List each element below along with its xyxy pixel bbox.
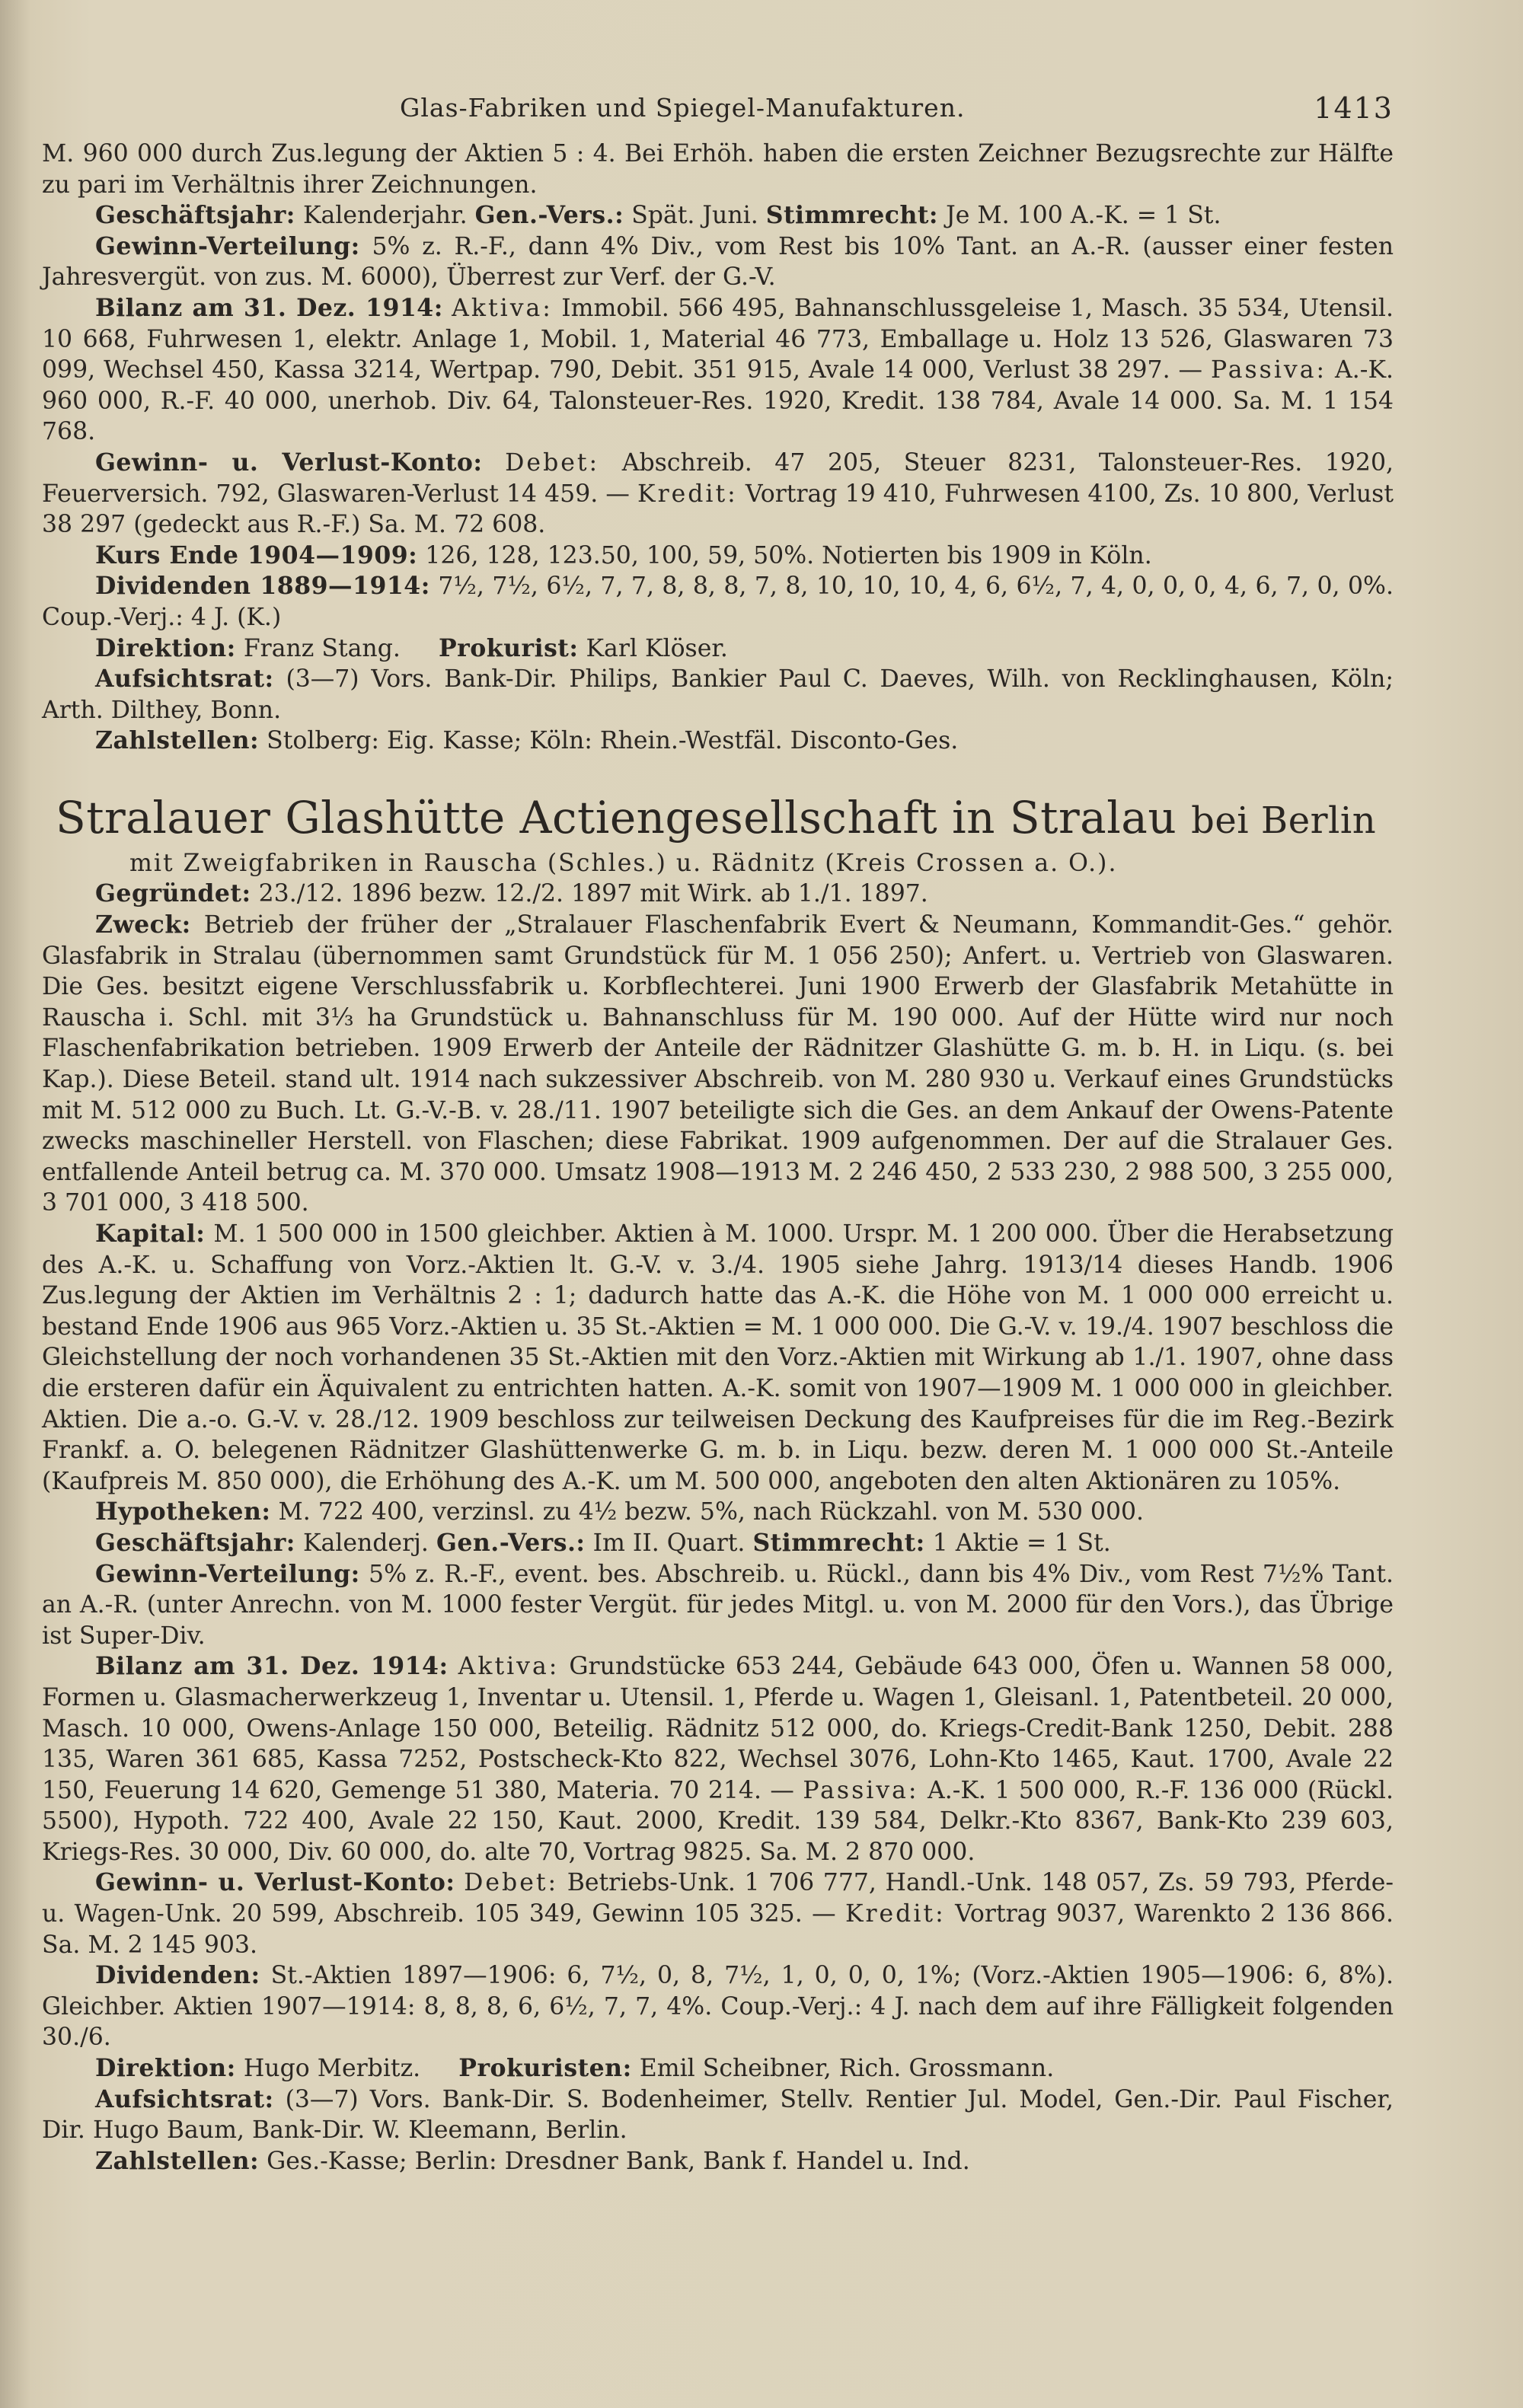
entry1-dividenden: Dividenden 1889—1914: 7½, 7½, 6½, 7, 7, 8, 8, 8, 7, 8, 10, 10, 10, 4, 6, 6½, 7, 4, 0, 0, 0, 4, 6, 7, 0, 0%. Coup.-Verj.: 4 J. (K.) xyxy=(42,572,1394,631)
field-label: Direktion: xyxy=(95,2054,236,2083)
entry2-gewinnverteilung: Gewinn-Verteilung: 5% z. R.-F., event. bes. Abschreib. u. Rückl., dann bis 4% Div., vom Rest 7½% Tant. an A.-R. (unter Anrechn. von M. 1000 fester Vergüt. für jedes Mitgl. u. von M. 2000 für den Vors.), das Übrige ist Super-Div. xyxy=(42,1559,1394,1650)
field-label: Zahlstellen: xyxy=(95,2146,260,2175)
entry1-geschaeftsjahr: Geschäftsjahr: Kalenderjahr. Gen.-Vers.: Spät. Juni. Stimmrecht: Je M. 100 A.-K. = 1 St. xyxy=(95,201,1221,230)
entry1-guv: Gewinn- u. Verlust-Konto: Debet: Abschreib. 47 205, Steuer 8231, Talonsteuer-Res. 1920, Feuerversich. 792, Glaswaren-Verlust 14 459. — Kredit: Vortrag 19 410, Fuhrwesen 4100, Zs. 10 800, Verlust 38 297 (gedeckt aus R.-F.) Sa. M. 72 608. xyxy=(42,448,1394,539)
page-header xyxy=(42,84,1394,125)
entry2-gegruendet: Gegründet: 23./12. 1896 bezw. 12./2. 1897 mit Wirk. ab 1./1. 1897. xyxy=(95,879,928,908)
entry1-direktion: Direktion: Franz Stang. Prokurist: Karl Klöser. xyxy=(95,633,728,662)
company-title: Stralauer Glashütte Actiengesellschaft in Stralau bei Berlin xyxy=(56,791,1377,844)
entry-separator xyxy=(42,757,1394,787)
entry1-aufsichtsrat: Aufsichtsrat: (3—7) Vors. Bank-Dir. Philips, Bankier Paul C. Daeves, Wilh. von Recklinghausen, Köln; Arth. Dilthey, Bonn. xyxy=(42,665,1394,724)
field-label: Hypotheken: xyxy=(95,1497,271,1526)
entry2-geschaeftsjahr: Geschäftsjahr: Kalenderj. Gen.-Vers.: Im II. Quart. Stimmrecht: 1 Aktie = 1 St. xyxy=(95,1528,1111,1557)
entry2-zweck: Zweck: Betrieb der früher der „Stralauer Flaschenfabrik Evert & Neumann, Kommandit-Ges.“ gehör. Glasfabrik in Stralau (übernommen samt Grundstück für M. 1 056 250); Anfert. u. Vertrieb von Glaswaren. Die Ges. besitzt eigene Verschlussfabrik u. Korbflechterei. Juni 1900 Erwerb der Glasfabrik Metahütte in Rauscha i. Schl. mit 3⅓ ha Grundstück u. Bahnanschluss für M. 190 000. Auf der Hütte wird nur noch Flaschenfabrikation betrieben. 1909 Erwerb der Anteile der Rädnitzer Glashütte G. m. b. H. in Liqu. (s. bei Kap.). Diese Beteil. stand ult. 1914 nach sukzessiver Abschreib. von M. 280 930 u. Verkauf eines Grundstücks mit M. 512 000 zu Buch. Lt. G.-V.-B. v. 28./11. 1907 beteiligte sich die Ges. an dem Ankauf der Owens-Patente zwecks maschineller Herstell. von Flaschen; diese Fabrikat. 1909 aufgenommen. Der auf die Stralauer Ges. entfallende Anteil betrug ca. M. 370 000. Umsatz 1908—1913 M. 2 246 450, 2 533 230, 2 988 500, 3 255 000, 3 701 000, 3 418 500. xyxy=(42,911,1394,1217)
entry2-kapital: Kapital: M. 1 500 000 in 1500 gleichber. Aktien à M. 1000. Urspr. M. 1 200 000. Über die Herabsetzung des A.-K. u. Schaffung von Vorz.-Aktien lt. G.-V. v. 3./4. 1905 siehe Jahrg. 1913/14 dieses Handb. 1906 Zus.legung der Aktien im Verhältnis 2 : 1; dadurch hatte das A.-K. die Höhe von M. 1 000 000 erreicht u. bestand Ende 1906 aus 965 Vorz.-Aktien u. 35 St.-Aktien = M. 1 000 000. Die G.-V. v. 19./4. 1907 beschloss die Gleichstellung der noch vorhandenen 35 St.-Aktien mit den Vorz.-Aktien mit Wirkung ab 1./1. 1907, ohne dass die ersteren dafür ein Äquivalent zu entrichten hatten. A.-K. somit von 1907—1909 M. 1 000 000 in gleichber. Aktien. Die a.-o. G.-V. v. 28./12. 1909 beschloss zur teilweisen Deckung des Kaufpreises für die im Reg.-Bezirk Frankf. a. O. belegenen Rädnitzer Glashüttenwerke G. m. b. in Liqu. bezw. deren M. 1 000 000 St.-Anteile (Kaufpreis M. 850 000), die Erhöhung des A.-K. um M. 500 000, angeboten den alten Aktionären zu 105%. xyxy=(42,1220,1394,1495)
field-label: Prokurist: xyxy=(438,633,579,662)
field-label: Stimmrecht: xyxy=(765,201,939,230)
entry2-bilanz: Bilanz am 31. Dez. 1914: Aktiva: Grundstücke 653 244, Gebäude 643 000, Öfen u. Wannen 58 000, Formen u. Glasmacherwerkzeug 1, Inventar u. Utensil. 1, Pferde u. Wagen 1, Gleisanl. 1, Patentbeteil. 20 000, Masch. 10 000, Owens-Anlage 150 000, Beteilig. Rädnitz 512 000, do. Kriegs-Credit-Bank 1250, Debit. 288 135, Waren 361 685, Kassa 7252, Postscheck-Kto 822, Wechsel 3076, Lohn-Kto 1465, Kaut. 1700, Avale 22 150, Feuerung 14 620, Gemenge 51 380, Materia. 70 214. — Passiva: A.-K. 1 500 000, R.-F. 136 000 (Rückl. 5500), Hypoth. 722 400, Avale 22 150, Kaut. 2000, Kredit. 139 584, Delkr.-Kto 8367, Bank-Kto 239 603, Kriegs-Res. 30 000, Div. 60 000, do. alte 70, Vortrag 9825. Sa. M. 2 870 000. xyxy=(42,1652,1394,1866)
company-subtitle: mit Zweigfabriken in Rauscha (Schles.) u. Rädnitz (Kreis Crossen a. O.). xyxy=(129,849,1118,877)
field-label: Dividenden 1889—1914: xyxy=(95,572,430,601)
field-label: Zweck: xyxy=(95,911,191,939)
field-label: Geschäftsjahr: xyxy=(95,1528,295,1557)
entry1-zahlstellen: Zahlstellen: Stolberg: Eig. Kasse; Köln: Rhein.-Westfäl. Disconto-Ges. xyxy=(95,726,959,755)
entry1-intro: M. 960 000 durch Zus.legung der Aktien 5 : 4. Bei Erhöh. haben die ersten Zeichner Bezugsrechte zur Hälfte zu pari im Verhältnis ihrer Zeichnungen. xyxy=(42,140,1394,199)
page-body xyxy=(42,139,1394,2177)
field-label: Gewinn-Verteilung: xyxy=(95,1559,360,1588)
entry2-guv: Gewinn- u. Verlust-Konto: Debet: Betriebs-Unk. 1 706 777, Handl.-Unk. 148 057, Zs. 59 793, Pferde- u. Wagen-Unk. 20 599, Abschreib. 105 349, Gewinn 105 325. — Kredit: Vortrag 9037, Warenkto 2 136 866. Sa. M. 2 145 903. xyxy=(42,1868,1394,1959)
field-label: Stimmrecht: xyxy=(752,1528,925,1557)
field-label: Gewinn-Verteilung: xyxy=(95,231,360,260)
entry2-hypotheken: Hypotheken: M. 722 400, verzinsl. zu 4½ bezw. 5%, nach Rückzahl. von M. 530 000. xyxy=(95,1497,1145,1526)
field-label: Direktion: xyxy=(95,633,236,662)
field-label: Gewinn- u. Verlust-Konto: xyxy=(95,1868,455,1897)
page-number: 1413 xyxy=(1314,91,1394,125)
field-label: Aufsichtsrat: xyxy=(95,2084,274,2113)
field-label: Bilanz am 31. Dez. 1914: xyxy=(95,1652,449,1681)
entry1-kurs: Kurs Ende 1904—1909: 126, 128, 123.50, 100, 59, 50%. Notierten bis 1909 in Köln. xyxy=(95,541,1152,569)
field-label: Gewinn- u. Verlust-Konto: xyxy=(95,448,483,477)
field-label: Kapital: xyxy=(95,1220,206,1248)
field-label: Gen.-Vers.: xyxy=(436,1528,586,1557)
field-label: Prokuristen: xyxy=(458,2054,632,2083)
field-label: Gegründet: xyxy=(95,879,251,908)
entry1-gewinnverteilung: Gewinn-Verteilung: 5% z. R.-F., dann 4% Div., vom Rest bis 10% Tant. an A.-R. (ausser einer festen Jahresvergüt. von zus. M. 6000), Überrest zur Verf. der G.-V. xyxy=(42,231,1394,292)
field-label: Bilanz am 31. Dez. 1914: xyxy=(95,293,443,322)
entry2-zahlstellen: Zahlstellen: Ges.-Kasse; Berlin: Dresdner Bank, Bank f. Handel u. Ind. xyxy=(95,2146,970,2175)
field-label: Aufsichtsrat: xyxy=(95,665,274,694)
entry2-dividenden: Dividenden: St.-Aktien 1897—1906: 6, 7½, 0, 8, 7½, 1, 0, 0, 0, 1%; (Vorz.-Aktien 1905—1906: 6, 8%). Gleichber. Aktien 1907—1914: 8, 8, 8, 6, 6½, 7, 7, 4%. Coup.-Verj.: 4 J. nach dem auf ihre Fälligkeit folgenden 30./6. xyxy=(42,1961,1394,2052)
field-label: Kurs Ende 1904—1909: xyxy=(95,541,418,569)
running-title: Glas-Fabriken und Spiegel-Manufakturen. xyxy=(400,93,966,123)
field-label: Dividenden: xyxy=(95,1961,260,1990)
entry2-direktion: Direktion: Hugo Merbitz. Prokuristen: Emil Scheibner, Rich. Grossmann. xyxy=(95,2054,1055,2083)
field-label: Geschäftsjahr: xyxy=(95,201,295,230)
entry2-aufsichtsrat: Aufsichtsrat: (3—7) Vors. Bank-Dir. S. Bodenheimer, Stellv. Rentier Jul. Model, Gen.-Dir. Paul Fischer, Dir. Hugo Baum, Bank-Dir. W. Kleemann, Berlin. xyxy=(42,2084,1394,2145)
field-label: Gen.-Vers.: xyxy=(474,201,624,230)
entry1-bilanz: Bilanz am 31. Dez. 1914: Aktiva: Immobil. 566 495, Bahnanschlussgeleise 1, Masch. 35 534, Utensil. 10 668, Fuhrwesen 1, elektr. Anlage 1, Mobil. 1, Material 46 773, Emballage u. Holz 13 526, Glaswaren 73 099, Wechsel 450, Kassa 3214, Wertpap. 790, Debit. 351 915, Avale 14 000, Verlust 38 297. — Passiva: A.-K. 960 000, R.-F. 40 000, unerhob. Div. 64, Talonsteuer-Res. 1920, Kredit. 138 784, Avale 14 000. Sa. M. 1 154 768. xyxy=(42,293,1394,446)
field-label: Zahlstellen: xyxy=(95,726,260,755)
